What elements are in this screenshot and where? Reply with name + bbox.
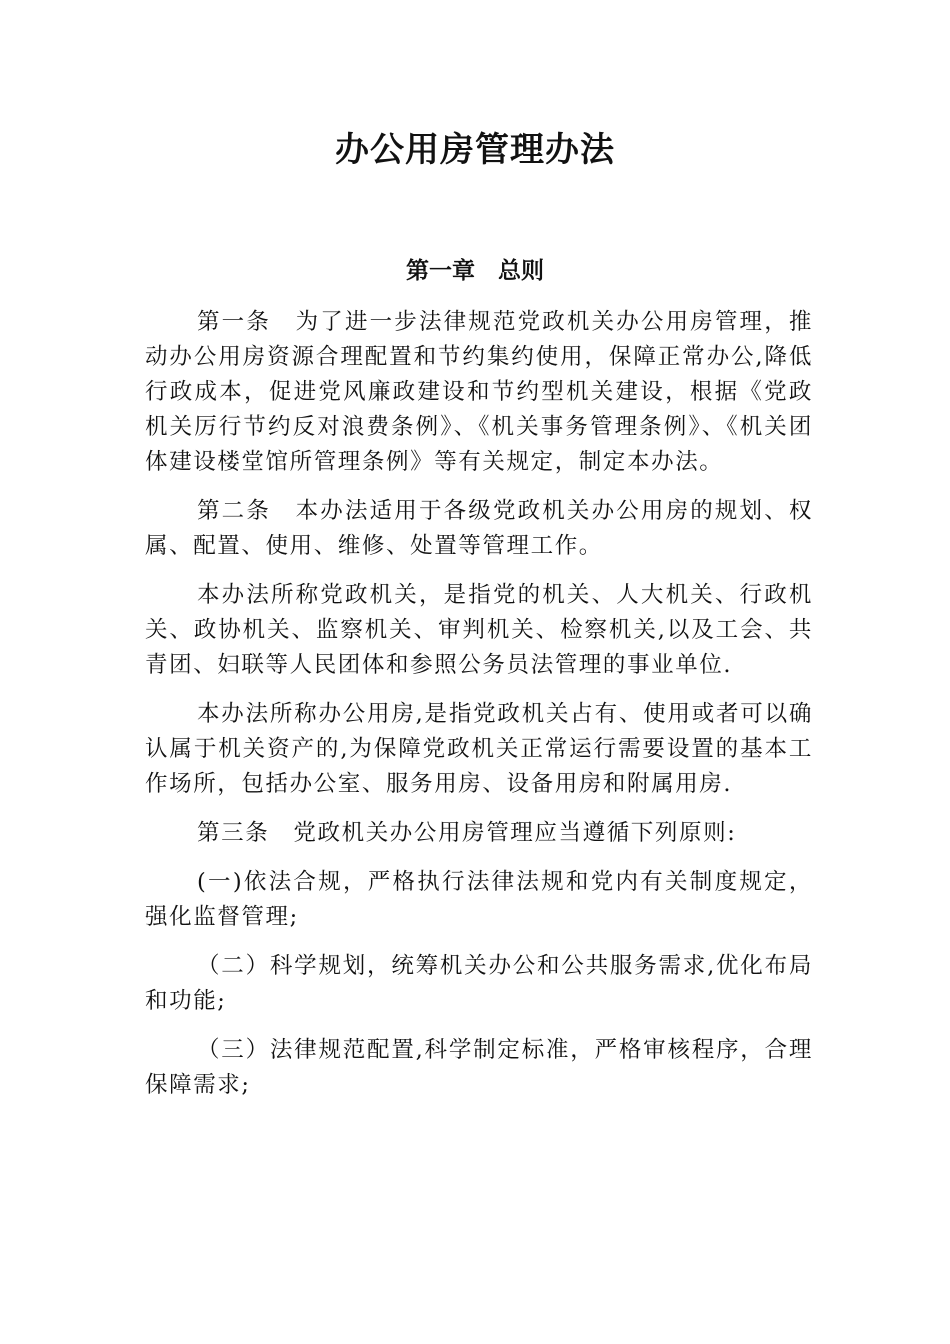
document-body bbox=[145, 305, 813, 1117]
party-organs-definition-paragraph: 本办法所称党政机关，是指党的机关、人大机关、行政机关、政协机关、监察机关、审判机关、检察机关,以及工会、共青团、妇联等人民团体和参照公务员法管理的事业单位. bbox=[145, 582, 813, 678]
principle-2-paragraph: （二）科学规划，统筹机关办公和公共服务需求,优化布局和功能; bbox=[145, 953, 813, 1014]
principle-3-paragraph: （三）法律规范配置,科学制定标准，严格审核程序，合理保障需求; bbox=[145, 1037, 813, 1098]
office-space-definition-paragraph: 本办法所称办公用房,是指党政机关占有、使用或者可以确认属于机关资产的,为保障党政机关正常运行需要设置的基本工作场所，包括办公室、服务用房、设备用房和附属用房. bbox=[145, 701, 813, 797]
document-title: 办公用房管理办法 bbox=[335, 130, 615, 170]
article-1-paragraph: 第一条 为了进一步法律规范党政机关办公用房管理，推动办公用房资源合理配置和节约集约使用，保障正常办公,降低行政成本，促进党风廉政建设和节约型机关建设，根据《党政机关厉行节约反对浪费条例》、《机关事务管理条例》、《机关团体建设楼堂馆所管理条例》等有关规定，制定本办法。 bbox=[145, 309, 813, 475]
article-3-paragraph: 第三条 党政机关办公用房管理应当遵循下列原则: bbox=[197, 820, 737, 846]
chapter-heading: 第一章 总则 bbox=[406, 258, 544, 284]
article-2-paragraph: 第二条 本办法适用于各级党政机关办公用房的规划、权属、配置、使用、维修、处置等管理工作。 bbox=[145, 498, 813, 559]
principle-1-paragraph: (一)依法合规，严格执行法律法规和党内有关制度规定，强化监督管理; bbox=[145, 869, 813, 930]
